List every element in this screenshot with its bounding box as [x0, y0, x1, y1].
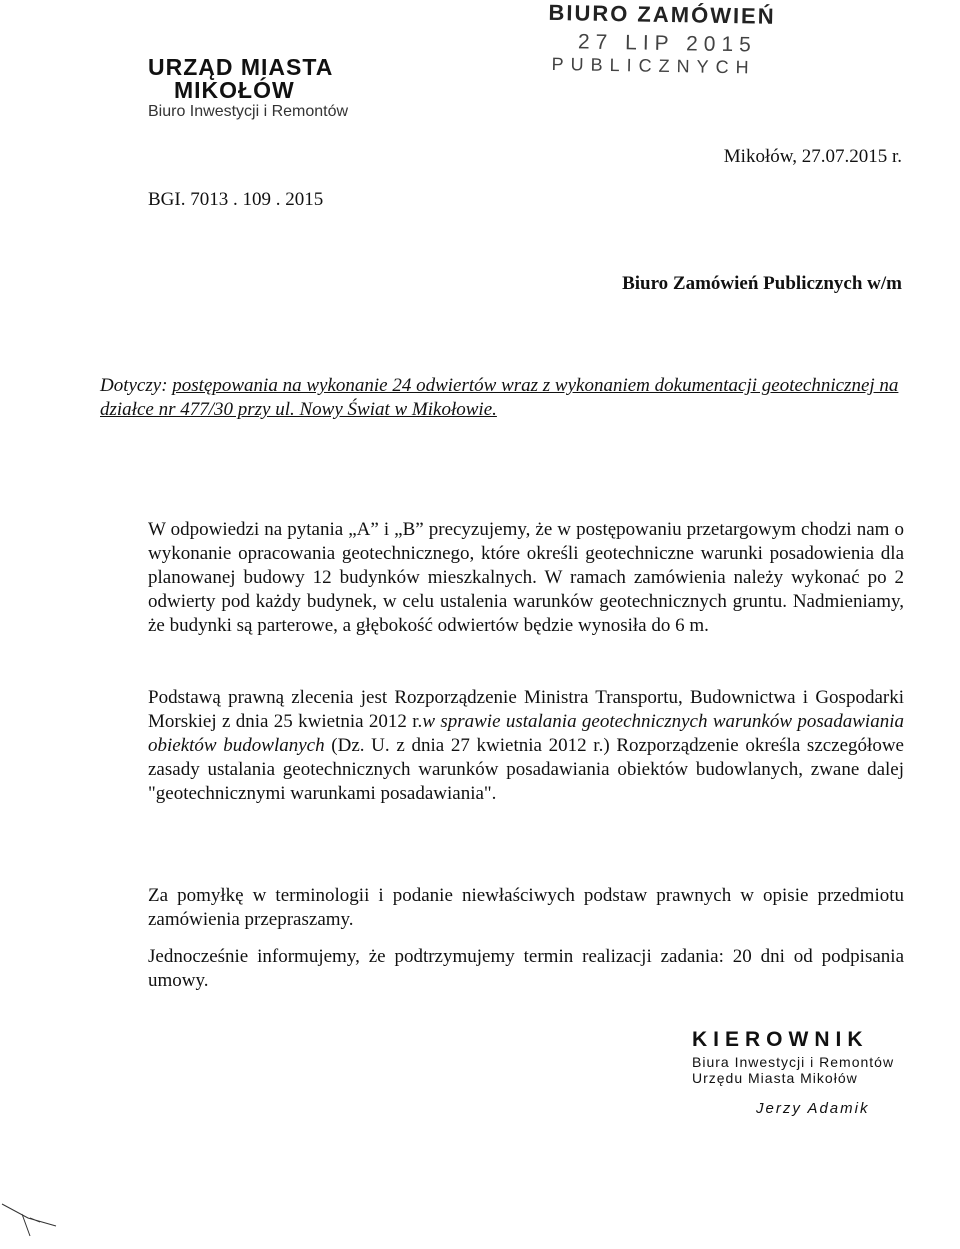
- regulation-title: w sprawie ustalania geotechnicznych warunków posadawiania obiektów budowlanych: [148, 711, 904, 756]
- letterhead: [148, 56, 348, 120]
- body-paragraph-1: W odpowiedzi na pytania „A” i „B” precyzujemy, że w postępowaniu przetargowym chodzi nam o wykonanie opracowania geotechnicznego, które określi geotechniczne warunki posadowienia dla planowanej budowy 12 budynków mieszkalnych. W ramach zamówienia należy wykonać po 2 odwierty pod każdy budynek, w celu ustalenia warunków geotechnicznych gruntu. Nadmieniamy, że budynki są parterowe, a głębokość odwiertów będzie wynosiła do 6 m.: [148, 519, 904, 636]
- signature-title: KIEROWNIK: [692, 1028, 869, 1051]
- legal-basis-rest: (Dz. U. z dnia 27 kwietnia 2012 r.) Rozporządzenie określa szczegółowe zasady ustalania geotechnicznych warunków posadawiania obiektów budowlanych, zwane dalej "geotechnicznymi warunkami posadawiania".: [148, 735, 904, 804]
- signature-line2: Urzędu Miasta Mikołów: [692, 1070, 858, 1086]
- body-paragraph-3: Za pomyłkę w terminologii i podanie niewłaściwych podstaw prawnych w opisie przedmiotu zamówienia przepraszamy.: [148, 885, 904, 930]
- stamp-date: 27 LIP 2015: [577, 30, 758, 57]
- org-name-line2: MIKOŁÓW: [174, 77, 295, 103]
- subject-label: Dotyczy:: [100, 375, 168, 396]
- body-paragraph-4: Jednocześnie informujemy, że podtrzymujemy termin realizacji zadania: 20 dni od podpisania umowy.: [148, 946, 904, 991]
- reference-number: BGI. 7013 . 109 . 2015: [148, 189, 324, 210]
- subject-text: postępowania na wykonanie 24 odwiertów wraz z wykonaniem dokumentacji geotechnicznej na działce nr 477/30 przy ul. Nowy Świat w Mikołowie.: [100, 375, 899, 420]
- signature-stamp: [692, 1028, 952, 1117]
- body-paragraph-2: [148, 686, 904, 806]
- place-date: Mikołów, 27.07.2015 r.: [723, 146, 902, 167]
- subject: [100, 374, 912, 422]
- received-stamp: [547, 0, 788, 79]
- signature-line1: Biura Inwestycji i Remontów: [692, 1054, 895, 1070]
- recipient: Biuro Zamówień Publicznych w/m: [622, 273, 902, 294]
- legal-basis-intro: Podstawą prawną zlecenia jest Rozporządzenie Ministra Transportu, Budownictwa i Gospodarki Morskiej z dnia 25 kwietnia 2012 r.: [148, 687, 904, 732]
- signatory-name: Jerzy Adamik: [756, 1100, 870, 1117]
- stamp-subtitle: PUBLICZNYCH: [551, 53, 756, 78]
- org-name-line1: URZĄD MIASTA: [148, 54, 334, 80]
- scribble-mark: [0, 1196, 70, 1246]
- stamp-title: BIURO ZAMÓWIEŃ: [548, 0, 776, 29]
- org-department: Biuro Inwestycji i Remontów: [148, 103, 349, 120]
